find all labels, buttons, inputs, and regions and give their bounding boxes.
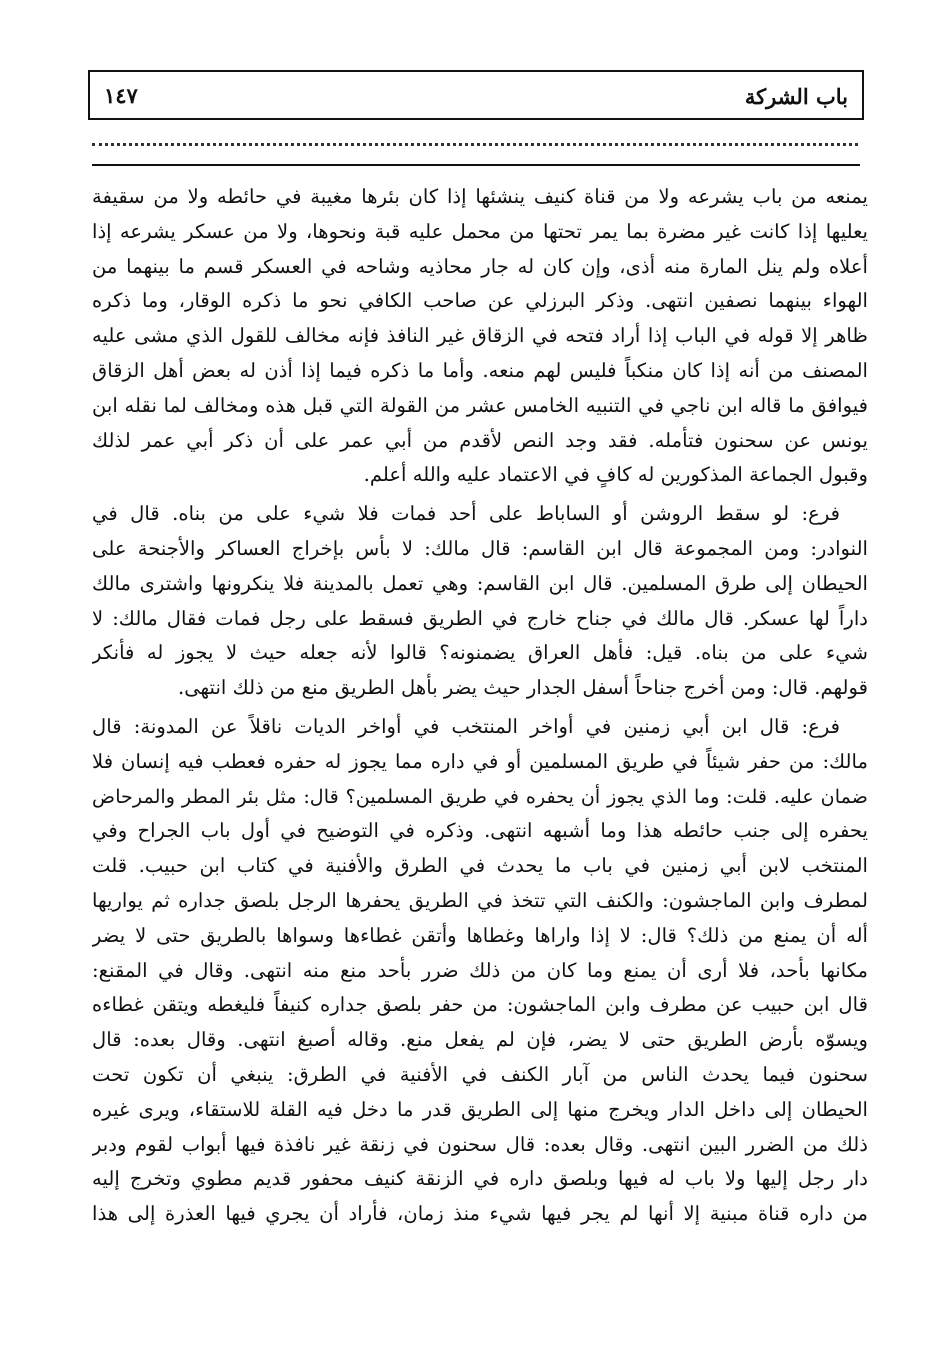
text-line: الحيطان إلى داخل الدار ويخرج منها إلى الطريق قدر ما دخل فيه القلة للاستقاء، ويرى غيره xyxy=(92,1097,868,1121)
text-line: ضمان عليه. قلت: وما الذي يجوز أن يحفره في طريق المسلمين؟ قال: مثل بئر المطر والمرحاض xyxy=(92,784,868,808)
text-line: فرع: لو سقط الروشن أو الساباط على أحد فمات فلا شيء على من بناه. قال في xyxy=(92,502,840,526)
page-number: ١٤٧ xyxy=(104,83,138,108)
page-header xyxy=(88,70,864,120)
text-line: المنتخب لابن أبي زمنين في باب ما يحدث في الطرق والأفنية في كتاب ابن حبيب. قلت xyxy=(92,854,868,878)
text-line: يونس عن سحنون فتأمله. فقد وجد النص لأقدم من أبي عمر على أن ذكر أبي عمر لذلك xyxy=(92,428,868,452)
body-text xyxy=(92,180,868,1232)
paragraph xyxy=(92,180,868,493)
text-line: قولهم. قال: ومن أخرج جناحاً أسفل الجدار حيث يضر بأهل الطريق منع من ذلك انتهى. xyxy=(177,676,868,700)
text-line: ويسوّه بأرض الطريق حتى لا يضر، فإن لم يفعل منع. وقاله أصبغ انتهى. وقال بعده: قال xyxy=(92,1028,868,1052)
text-line: سحنون فيما يحدث الناس من آبار الكنف في الأفنية في الطرق: ينبغي أن تكون تحت xyxy=(92,1062,868,1086)
dotted-divider xyxy=(92,143,858,146)
text-line: وقبول الجماعة المذكورين له كافٍ في الاعتماد عليه والله أعلم. xyxy=(363,463,868,487)
paragraph xyxy=(92,710,868,1232)
text-line: فيوافق ما قاله ابن ناجي في التنبيه الخامس عشر من القولة التي قبل هذه ومخالف لما نقله ابن xyxy=(92,393,868,417)
text-line: داراً لها عسكر. قال مالك في جناح خارج في الطريق فسقط على رجل فمات فقال مالك: لا xyxy=(92,606,868,630)
text-line: الحيطان إلى طرق المسلمين. قال ابن القاسم: وهي تعمل بالمدينة فلا ينكرونها واشترى مالك xyxy=(92,571,868,595)
text-line: ذلك من الضرر البين انتهى. وقال بعده: قال سحنون في زنقة غير نافذة فيها أبواب لقوم ودبر xyxy=(92,1132,868,1156)
text-line: دار رجل إليها ولا باب له فيها وبلصق داره في الزنقة كنيف محفور قديم مطوي وتخرج إليه xyxy=(92,1167,868,1191)
text-line: يمنعه من باب يشرعه ولا من قناة كنيف ينشئها إذا كان بئرها مغيبة في حائطه ولا من سقيفة xyxy=(92,185,868,208)
text-line: الهواء بينهما نصفين انتهى. وذكر البرزلي عن صاحب الكافي نحو ما ذكره الوقار، وما ذكره xyxy=(92,289,868,313)
text-line: لمطرف وابن الماجشون: والكنف التي تتخذ في الطريق يحفرها الرجل بلصق جداره ثم يواريها xyxy=(92,888,868,912)
text-line: شيء على من بناه. قيل: فأهل العراق يضمنونه؟ قالوا لأنه جعله حيث لا يجوز له فأنكر xyxy=(92,641,868,665)
text-line: يعليها إذا كانت غير مضرة بما يمر تحتها من محمل عليه قبة ونحوها، ولا من عسكر يشرعه إذا xyxy=(92,219,868,243)
text-line: من داره قناة مبنية إلا أنها لم يجر فيها شيء منذ زمان، فأراد أن يجري فيها العذرة إلى هذا xyxy=(92,1202,868,1226)
text-line: المصنف من أنه إذا كان منكباً فليس لهم منعه. وأما ما ذكره فيما إذا أذن له بعض أهل الزقاق xyxy=(92,358,868,382)
text-line: فرع: قال ابن أبي زمنين في أواخر المنتخب في أواخر الديات ناقلاً عن المدونة: قال xyxy=(92,714,840,738)
text-line: النوادر: ومن المجموعة قال ابن القاسم: قال مالك: لا بأس بإخراج العساكر والأجنحة على xyxy=(92,536,868,560)
text-line: مالك: من حفر شيئاً في طريق المسلمين أو في داره مما يجوز له حفره فعطب فيه إنسان فلا xyxy=(92,749,868,773)
text-line: يحفره إلى جنب حائطه هذا وما أشبهه انتهى. وذكره في التوضيح في أول باب الجراح وفي xyxy=(92,819,868,843)
solid-divider xyxy=(92,164,860,166)
text-line: مكانها بأحد، فلا أرى أن يمنع وما كان من ذلك ضرر بأحد منع منه انتهى. وقال في المقنع: xyxy=(92,958,868,982)
paragraph xyxy=(92,497,868,706)
text-line: أله أن يمنع من ذلك؟ قال: لا إذا واراها وغطاها وأتقن غطاءها وسواها بالطريق حتى لا يضر xyxy=(92,923,868,947)
chapter-title: باب الشركة xyxy=(744,84,848,109)
text-line: قال ابن حبيب عن مطرف وابن الماجشون: من حفر بلصق جداره كنيفاً فليغطه ويتقن غطاءه xyxy=(92,993,868,1017)
text-line: أعلاه ولم ينل المارة منه أذى، وإن كان له جار محاذيه وشاحه في العسكر قسم ما بينهما من xyxy=(92,254,868,278)
text-line: ظاهر إلا قوله في الباب إذا أراد فتحه في الزقاق غير النافذ فإنه مخالف للقول الذي مشى عليه xyxy=(92,324,868,348)
